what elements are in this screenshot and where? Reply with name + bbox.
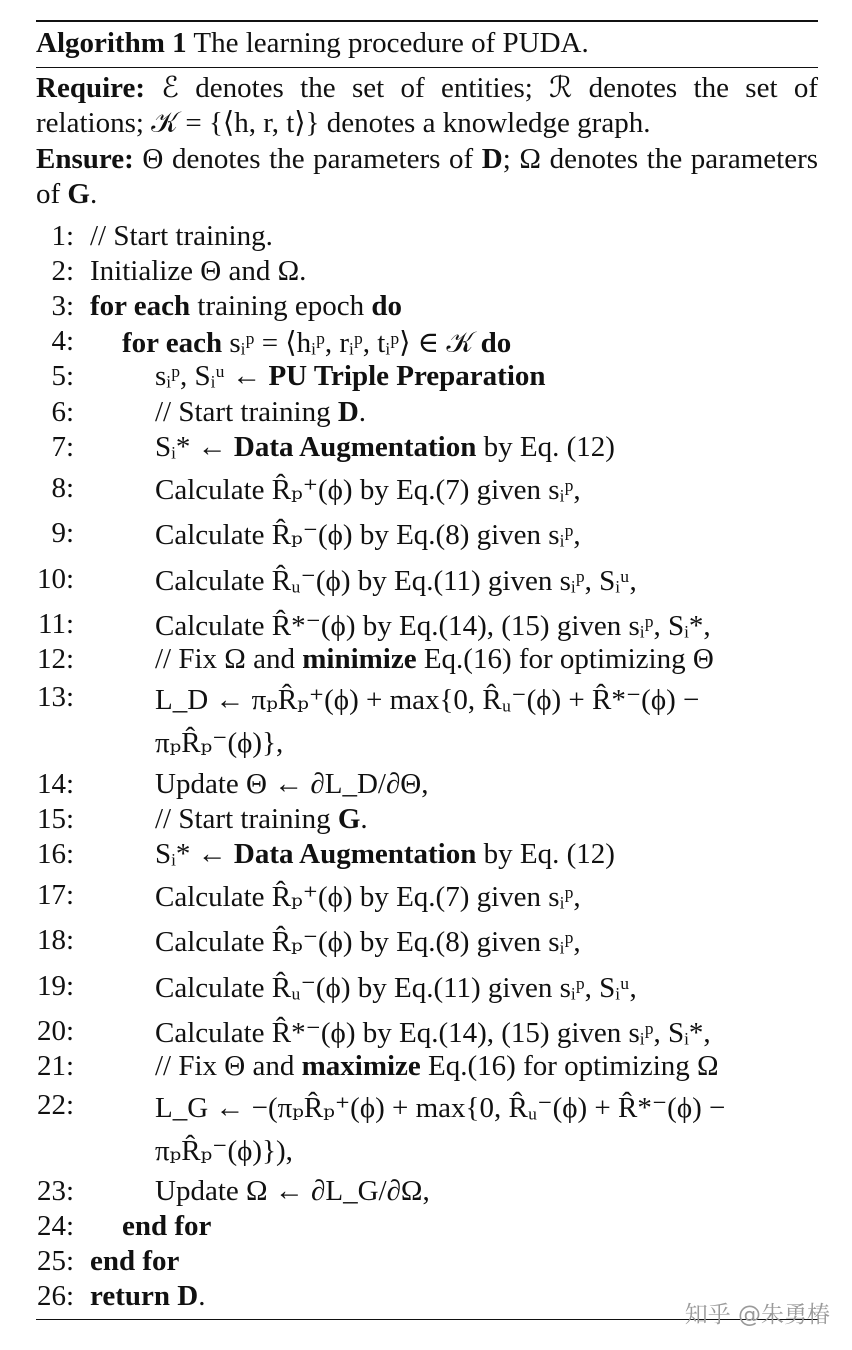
line-number: 2: [51,255,74,287]
line-number: 13: [36,681,74,713]
line-number: 24: [36,1210,74,1242]
algorithm-line [0,1089,852,1167]
require-label: Require: [36,72,146,104]
line-number: 20: [36,1015,74,1047]
line-text: for each sᵢᵖ = ⟨hᵢᵖ, rᵢᵖ, tᵢᵖ⟩ ∈ 𝒦 do [122,327,512,359]
algorithm-line [0,563,852,603]
line-number: 1: [51,220,74,252]
line-text: sᵢᵖ, Sᵢᵘ ← PU Triple Preparation [155,360,546,392]
algorithm-caption [36,27,589,60]
algorithm-line [0,1245,852,1285]
algorithm-line [0,643,852,683]
line-number: 21: [36,1050,74,1082]
line-number: 8: [51,472,74,504]
line-number: 5: [51,360,74,392]
line-text: Sᵢ* ← Data Augmentation by Eq. (12) [155,431,615,463]
algorithm-line [0,879,852,919]
algorithm-line [0,803,852,843]
line-text: Update Ω ← ∂L_G/∂Ω, [155,1175,430,1207]
line-text: Initialize Θ and Ω. [90,255,307,287]
algorithm-line [0,681,852,759]
require-block [36,71,818,141]
line-number: 22: [36,1089,74,1121]
algorithm-title: The learning procedure of PUDA. [193,27,589,59]
line-number: 16: [36,838,74,870]
line-number: 12: [36,643,74,675]
line-text: L_G ← −(πₚR̂ₚ⁺(ϕ) + max{0, R̂ᵤ⁻(ϕ) + R̂*⁻(ϕ) − πₚR̂ₚ⁻(ϕ)}), [155,1092,726,1167]
line-number: 15: [36,803,74,835]
line-number: 25: [36,1245,74,1277]
algorithm-line [0,608,852,648]
line-text: end for [90,1245,180,1277]
algorithm-line [0,838,852,878]
algorithm-line [0,1015,852,1055]
algorithm-label: Algorithm 1 [36,27,187,59]
ensure-text: Θ denotes the parameters of D; Ω denotes the parameters of G. [36,143,819,210]
watermark: 知乎 @朱勇椿 [684,1302,830,1328]
top-rule [36,20,818,22]
algorithm-line [0,290,852,330]
line-number: 9: [51,517,74,549]
require-text: ℰ denotes the set of entities; ℛ denotes the set of relations; 𝒦 = {⟨h, r, t⟩} denotes a knowledge graph. [36,72,818,139]
line-number: 17: [36,879,74,911]
algorithm-line [0,255,852,295]
ensure-block [36,142,818,212]
line-number: 14: [36,768,74,800]
algorithm-line [0,1175,852,1215]
line-number: 11: [38,608,74,640]
line-text: end for [122,1210,212,1242]
line-number: 10: [36,563,74,595]
line-text: Calculate R̂ᵤ⁻(ϕ) by Eq.(11) given sᵢᵖ, Sᵢᵘ, [155,972,637,1004]
caption-rule [36,67,818,68]
line-text: // Start training G. [155,803,368,835]
line-number: 19: [36,970,74,1002]
algorithm-line [0,396,852,436]
algorithm-line [0,517,852,557]
algorithm-line [0,472,852,512]
line-text: Calculate R̂ₚ⁺(ϕ) by Eq.(7) given sᵢᵖ, [155,474,581,506]
line-number: 26: [36,1280,74,1312]
line-text: Calculate R̂ₚ⁺(ϕ) by Eq.(7) given sᵢᵖ, [155,881,581,913]
line-text: Sᵢ* ← Data Augmentation by Eq. (12) [155,838,615,870]
line-text: L_D ← πₚR̂ₚ⁺(ϕ) + max{0, R̂ᵤ⁻(ϕ) + R̂*⁻(ϕ) − πₚR̂ₚ⁻(ϕ)}, [155,684,700,759]
algorithm-line [0,360,852,400]
line-text: Calculate R̂*⁻(ϕ) by Eq.(14), (15) given sᵢᵖ, Sᵢ*, [155,1017,711,1049]
algorithm-line [0,431,852,471]
line-text: return D. [90,1280,206,1312]
line-text: Update Θ ← ∂L_D/∂Θ, [155,768,429,800]
ensure-label: Ensure: [36,143,134,175]
algorithm-line [0,1210,852,1250]
algorithm-line [0,970,852,1010]
line-text: Calculate R̂ᵤ⁻(ϕ) by Eq.(11) given sᵢᵖ, Sᵢᵘ, [155,565,637,597]
algorithm-line [0,220,852,260]
line-number: 18: [36,924,74,956]
line-number: 3: [51,290,74,322]
line-number: 4: [51,325,74,357]
algorithm-line [0,325,852,365]
line-text: for each training epoch do [90,290,402,322]
line-number: 7: [51,431,74,463]
line-text: // Fix Θ and maximize Eq.(16) for optimizing Ω [155,1050,719,1082]
line-text: // Start training D. [155,396,367,428]
line-text: // Start training. [90,220,273,252]
line-number: 6: [51,396,74,428]
algorithm-line [0,768,852,808]
line-number: 23: [36,1175,74,1207]
algorithm-line [0,924,852,964]
line-text: // Fix Ω and minimize Eq.(16) for optimizing Θ [155,643,714,675]
algorithm-line [0,1050,852,1090]
line-text: Calculate R̂ₚ⁻(ϕ) by Eq.(8) given sᵢᵖ, [155,926,581,958]
line-text: Calculate R̂ₚ⁻(ϕ) by Eq.(8) given sᵢᵖ, [155,519,581,551]
line-text: Calculate R̂*⁻(ϕ) by Eq.(14), (15) given sᵢᵖ, Sᵢ*, [155,610,711,642]
